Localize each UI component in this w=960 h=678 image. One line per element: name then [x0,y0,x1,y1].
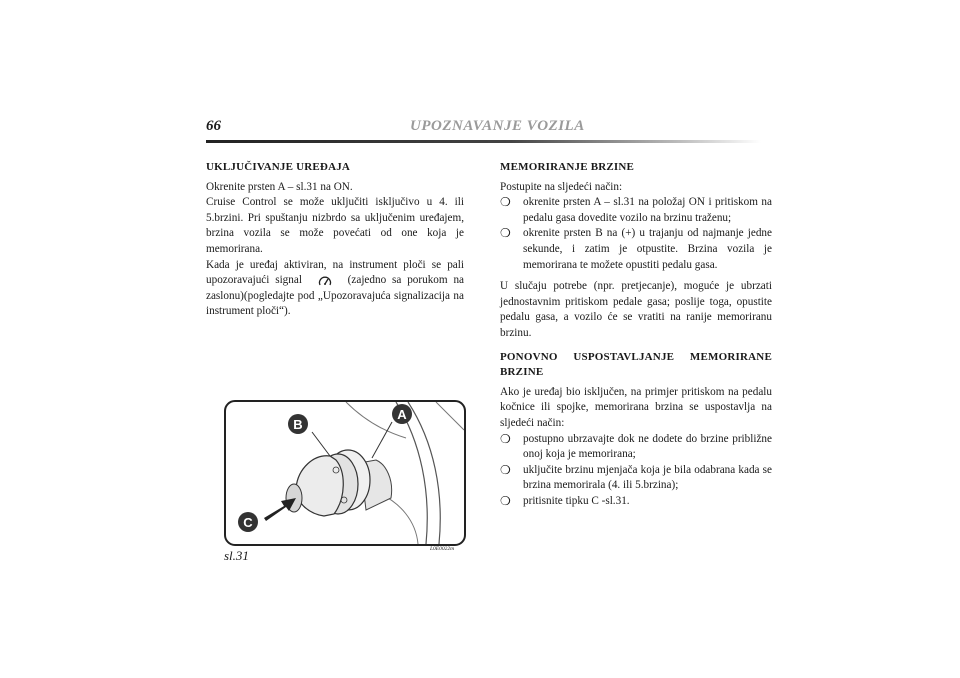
paragraph-gear-requirement: Cruise Control se može uključiti isključivo u 4. ili 5.brzini. Pri spuštanju nizbrdo sa uključenim uređajem, brzina vozila se može povećati od one koja je memorirana. [206,196,464,255]
bullet-glyph: ❍ [500,195,511,210]
section-heading-memorize: MEMORIRANJE BRZINE [500,161,635,173]
callout-b-label: B [293,417,303,432]
list-item: ❍ pritisnite tipku C -sl.31. [500,493,630,508]
bullet-glyph: ❍ [500,462,511,477]
callout-c-label: C [243,515,253,530]
paragraph-warning-light [206,258,464,320]
left-column [206,160,464,320]
cruise-control-icon [318,275,332,287]
figure-code: L0E0022m [430,546,455,552]
restore-intro: Ako je uređaj bio isključen, na primjer pritiskom na pedalu kočnice ili spojke, memorirana brzina se uspostavlja na sljedeći način: [500,385,772,429]
list-item: ❍ okrenite prsten A – sl.31 na položaj ON i pritiskom na pedalu gasa dovedite vozilo na brzinu traženu; [500,195,772,224]
bullet-glyph: ❍ [500,493,511,508]
list-item: ❍ okrenite prsten B na (+) u trajanju od najmanje jedne sekunde, i zatim je otpustite. Brzina vozila je memorirana te možete opustiti pedalu gasa. [500,226,772,271]
callout-a-label: A [397,407,407,422]
right-column [500,160,772,509]
overtaking-note: U slučaju potrebe (npr. pretjecanje), moguće je ubrzati jednostavnim pritiskom pedale gasa; poslije toga, opustite pedalu gasa, a vozilo će se vratiti na ranije memoriranu brzinu. [500,280,772,339]
list-item: ❍ postupno ubrzavajte dok ne dodete do brzine približne onoj koja je memorirana; [500,431,772,461]
bullet-glyph: ❍ [500,431,511,446]
bullet-glyph: ❍ [500,226,511,241]
memorize-steps [500,195,772,273]
cruise-control-lever-figure [224,400,466,546]
paragraph-ring-on: Okrenite prsten A – sl.31 na ON. [206,180,353,193]
warning-text-after: (zajedno sa porukom na zaslonu)(pogledajte pod „Upozoravajuća signalizacija na instrument ploči“). [206,274,465,318]
section-heading-activation: UKLJUČIVANJE UREĐAJA [206,161,351,173]
list-item: ❍ uključite brzinu mjenjača koja je bila odabrana kada se brzina memorirala (4. ili 5.brzina); [500,462,772,492]
chapter-title: UPOZNAVANJE VOZILA [410,118,585,134]
warning-text-before: Kada je uređaj aktiviran, na instrument ploči se pali upozoravajući signal [206,258,464,287]
memorize-intro: Postupite na sljedeći način: [500,180,623,193]
page-number: 66 [206,118,221,134]
header-rule [206,140,761,143]
lever-illustration [226,402,464,544]
restore-steps [500,432,772,510]
figure-caption: sl.31 [224,548,249,563]
section-heading-restore: PONOVNO USPOSTAVLJANJE MEMORIRANE BRZINE [500,350,772,379]
